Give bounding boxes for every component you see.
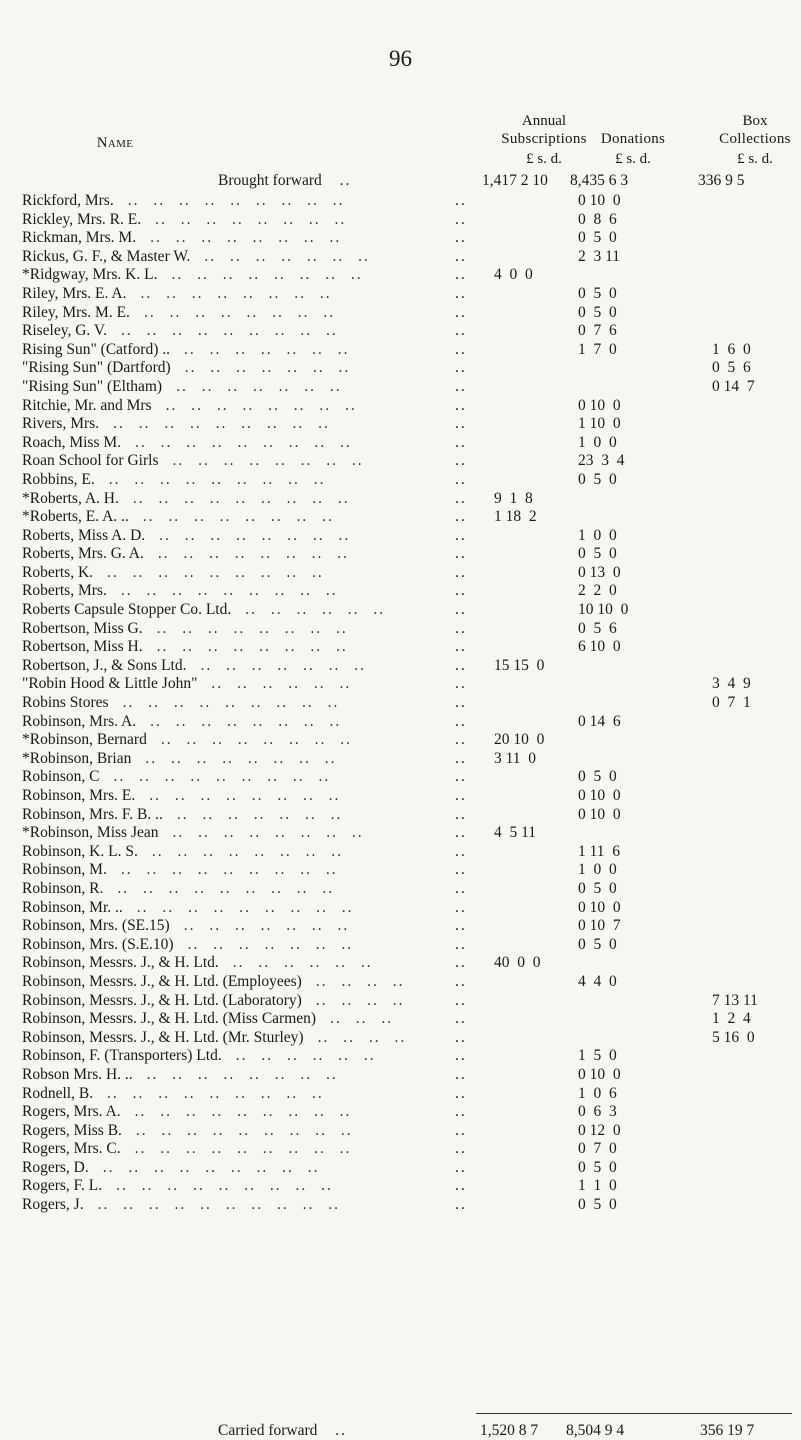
page-number: 96	[389, 46, 412, 71]
brought-forward-box: 336 9 5	[698, 172, 745, 189]
dot-leader: ..	[455, 935, 467, 953]
carried-forward-label: Carried forward ..	[218, 1422, 348, 1439]
dot-leader: ..	[455, 898, 467, 916]
dot-leader: .. .. .. .. .. .. .. ..	[171, 266, 363, 284]
dot-leader: ..	[455, 452, 467, 470]
donor-name: "Rising Sun" (Dartford)	[22, 359, 171, 377]
box-collection-amount: 1 2 4	[712, 1010, 751, 1028]
dot-leader: ..	[455, 787, 467, 804]
dot-leader: .. .. .. .. .. .. .. ..	[172, 824, 364, 842]
donor-name: Robinson, Messrs. J., & H. Ltd. (Laboratory)	[22, 991, 302, 1009]
dot-leader: ..	[455, 1158, 467, 1176]
dot-leader: .. .. .. .. .. .. ..	[176, 805, 343, 823]
donation-amount: 1 1 0	[578, 1177, 617, 1195]
dot-leader: ..	[455, 563, 467, 581]
subscription-amount: 20 10 0	[494, 731, 545, 749]
dot-leader: .. .. .. .. .. .. ..	[200, 656, 366, 674]
donor-name: Rogers, J.	[22, 1196, 84, 1214]
list-item	[0, 304, 801, 323]
dot-leader: .. .. .. .. .. .. .. .. ..	[136, 898, 354, 916]
dot-leader: ..	[455, 396, 467, 414]
donation-amount: 10 10 0	[578, 601, 629, 619]
box-collection-amount: 3 4 9	[712, 675, 751, 693]
donation-amount: 6 10 0	[578, 638, 621, 656]
donor-name: Robinson, Mrs. F. B. ..	[22, 805, 163, 823]
donation-amount: 0 7 6	[578, 322, 617, 340]
dot-leader: ..	[455, 619, 467, 637]
donation-amount: 0 10 0	[578, 898, 621, 916]
donor-name: *Roberts, E. A. ..	[22, 508, 129, 526]
dot-leader: .. .. .. .. .. .. .. .. ..	[107, 563, 324, 581]
dot-leader: ..	[455, 749, 467, 767]
dot-leader: .. .. .. .. .. .. .. ..	[151, 842, 343, 860]
dot-leader: .. .. .. ..	[315, 972, 405, 990]
totals-rule-don	[562, 1413, 694, 1414]
list-item	[0, 490, 801, 509]
list-item	[0, 1196, 801, 1215]
dot-leader: ..	[455, 284, 467, 302]
dot-leader: .. .. .. .. .. .. .. .. ..	[120, 322, 338, 340]
dot-leader: .. .. .. .. .. .. ..	[184, 359, 351, 377]
dot-leader: ..	[455, 1010, 467, 1028]
list-item	[0, 843, 801, 862]
donor-name: "Robin Hood & Little John"	[22, 675, 198, 693]
list-item	[0, 899, 801, 918]
dot-leader: .. .. .. .. .. .. .. ..	[150, 712, 342, 730]
donor-name: Rickman, Mrs. M.	[22, 229, 137, 247]
dot-leader: ..	[455, 731, 467, 749]
donor-name: Rogers, Mrs. A.	[22, 1103, 121, 1121]
list-item	[0, 434, 801, 453]
list-item	[0, 880, 801, 899]
list-item	[0, 601, 801, 620]
dot-leader: ..	[455, 1028, 467, 1046]
dot-leader: .. .. .. .. .. .. .. .. ..	[132, 489, 350, 507]
donor-name: Robinson, Mrs. (S.E.10)	[22, 935, 174, 953]
donor-name: Rogers, D.	[22, 1158, 89, 1176]
dot-leader: .. .. .. .. .. .. .. .. ..	[120, 861, 338, 879]
brought-forward-donations: 8,435 6 3	[570, 172, 629, 189]
donation-amount: 0 13 0	[578, 563, 621, 581]
donor-name: Robinson, Messrs. J., & H. Ltd. (Miss Carmen)	[22, 1010, 317, 1028]
dot-leader: ..	[455, 508, 467, 526]
dot-leader: .. .. .. .. .. .. .. .. ..	[135, 1121, 353, 1139]
donation-amount: 1 10 0	[578, 415, 621, 433]
dot-leader: ..	[455, 842, 467, 860]
dot-leader: ..	[455, 1196, 467, 1214]
donor-name: Robinson, Mrs. E.	[22, 787, 136, 804]
dot-leader: .. .. .. .. .. .. .. .. ..	[107, 1084, 324, 1102]
dot-leader: ..	[455, 712, 467, 730]
donation-amount: 0 10 7	[578, 917, 621, 935]
donor-name: *Robinson, Miss Jean	[22, 824, 159, 842]
dot-leader: .. .. .. .. .. .. .. ..	[146, 1065, 338, 1083]
dot-leader: .. .. .. .. .. .. .. .. ..	[127, 192, 345, 209]
donor-name: Roberts, Mrs. G. A.	[22, 545, 144, 563]
donor-name: Roach, Miss M.	[22, 433, 122, 451]
dot-leader: .. .. ..	[330, 1010, 394, 1028]
donation-amount: 0 5 0	[578, 284, 617, 302]
totals-rule-box	[692, 1413, 792, 1414]
donor-name: Rogers, Mrs. C.	[22, 1140, 121, 1158]
dot-leader: .. .. .. ..	[317, 1028, 407, 1046]
carried-forward-subscriptions: 1,520 8 7	[480, 1422, 539, 1439]
dot-leader: .. .. .. .. .. .. .. ..	[150, 229, 342, 247]
list-item	[0, 750, 801, 769]
list-item	[0, 675, 801, 694]
list-item	[0, 1085, 801, 1104]
list-item	[0, 713, 801, 732]
box-collection-amount: 0 7 1	[712, 694, 751, 712]
donation-amount: 0 5 0	[578, 879, 617, 897]
donation-amount: 0 5 0	[578, 545, 617, 563]
donation-amount: 1 7 0	[578, 340, 617, 358]
list-item	[0, 397, 801, 416]
donation-amount: 4 4 0	[578, 972, 617, 990]
subscription-amount: 40 0 0	[494, 954, 541, 972]
dot-leader: ..	[455, 768, 467, 786]
donor-name: *Roberts, A. H.	[22, 489, 119, 507]
dot-leader: .. .. .. .. .. .. .. .. ..	[113, 415, 330, 433]
dot-leader: ..	[455, 359, 467, 377]
list-item	[0, 341, 801, 360]
dot-leader: .. .. .. .. .. .. .. ..	[143, 303, 336, 321]
donor-name: Riley, Mrs. M. E.	[22, 303, 130, 321]
donation-amount: 0 5 0	[578, 303, 617, 321]
donor-name: "Rising Sun" (Eltham)	[22, 377, 163, 395]
donor-name: Rickley, Mrs. R. E.	[22, 210, 142, 228]
list-item	[0, 211, 801, 230]
brought-forward-subscriptions: 1,417 2 10	[482, 172, 548, 189]
dot-leader: ..	[455, 1047, 467, 1065]
donor-name: Robins Stores	[22, 694, 109, 712]
dot-leader: .. .. .. .. .. ..	[245, 601, 386, 619]
donor-name: Rivers, Mrs.	[22, 415, 100, 433]
dot-leader: ..	[455, 340, 467, 358]
box-collection-amount: 0 5 6	[712, 359, 751, 377]
donor-name: Robertson, Miss G.	[22, 619, 143, 637]
dot-leader: ..	[455, 694, 467, 712]
dot-leader: ..	[455, 601, 467, 619]
list-item	[0, 248, 801, 267]
donation-amount: 0 10 0	[578, 396, 621, 414]
dot-leader: ..	[455, 229, 467, 247]
donation-amount: 1 0 0	[578, 861, 617, 879]
dot-leader: .. .. .. .. .. ..	[232, 954, 373, 972]
dot-leader: .. .. .. .. .. .. ..	[183, 917, 350, 935]
list-item	[0, 1047, 801, 1066]
dot-leader: ..	[455, 1103, 467, 1121]
dot-leader: ..	[455, 917, 467, 935]
list-item	[0, 917, 801, 936]
dot-leader: .. .. .. .. .. .. .. ..	[142, 508, 334, 526]
donation-amount: 0 5 0	[578, 229, 617, 247]
donation-amount: 0 10 0	[578, 1065, 621, 1083]
dot-leader: .. .. .. .. .. .. .. ..	[159, 526, 351, 544]
list-item	[0, 657, 801, 676]
dot-leader: .. .. .. .. .. .. ..	[187, 935, 354, 953]
dot-leader: .. .. .. .. .. .. .. .. ..	[135, 433, 352, 451]
dot-leader: ..	[455, 247, 467, 265]
donation-amount: 1 0 0	[578, 526, 617, 544]
dot-leader: ..	[455, 192, 467, 209]
list-item	[0, 1029, 801, 1048]
donor-name: Riley, Mrs. E. A.	[22, 284, 127, 302]
donor-name: Robinson, K. L. S.	[22, 842, 138, 860]
dot-leader: ..	[455, 377, 467, 395]
list-item	[0, 266, 801, 285]
donation-amount: 0 5 0	[578, 1158, 617, 1176]
list-item	[0, 452, 801, 471]
donor-name: Robinson, C	[22, 768, 100, 786]
list-item	[0, 694, 801, 713]
dot-leader: ..	[455, 210, 467, 228]
donor-name: Rising Sun" (Catford) ..	[22, 340, 170, 358]
subscription-amount: 3 11 0	[494, 749, 537, 767]
dot-leader: .. .. .. .. .. .. .. .. ..	[108, 470, 326, 488]
list-item	[0, 936, 801, 955]
box-collection-amount: 0 14 7	[712, 377, 755, 395]
dot-leader: ..	[455, 582, 467, 600]
dot-leader: ..	[455, 972, 467, 990]
donation-amount: 1 11 6	[578, 842, 621, 860]
dot-leader: .. .. .. .. .. .. ..	[204, 247, 370, 265]
list-item	[0, 824, 801, 843]
dot-leader: .. .. .. .. .. .. .. ..	[156, 619, 348, 637]
dot-leader: .. .. .. .. .. .. ..	[176, 377, 342, 395]
box-collection-amount: 1 6 0	[712, 340, 751, 358]
list-item	[0, 1103, 801, 1122]
dot-leader: ..	[455, 470, 467, 488]
donor-name: Robinson, F. (Transporters) Ltd.	[22, 1047, 222, 1065]
dot-leader: .. .. .. ..	[315, 991, 405, 1009]
dot-leader: .. .. .. .. .. .. .. ..	[155, 210, 347, 228]
list-item	[0, 582, 801, 601]
donation-amount: 0 10 0	[578, 805, 621, 823]
brought-forward-label: Brought forward ..	[218, 172, 352, 189]
dot-leader: ..	[455, 954, 467, 972]
donor-name: *Robinson, Bernard	[22, 731, 147, 749]
donor-name: *Ridgway, Mrs. K. L.	[22, 266, 158, 284]
subscription-amount: 15 15 0	[494, 656, 545, 674]
box-collections-column-header: Box Collections £ s. d.	[719, 113, 791, 167]
donor-name: Robinson, Mr. ..	[22, 898, 123, 916]
donation-amount: 0 5 0	[578, 1196, 617, 1214]
donation-amount: 1 0 6	[578, 1084, 617, 1102]
box-collection-amount: 7 13 11	[712, 991, 758, 1009]
donor-name: Roan School for Girls	[22, 452, 159, 470]
dot-leader: ..	[455, 1065, 467, 1083]
donation-amount: 23 3 4	[578, 452, 625, 470]
donor-list	[0, 192, 801, 1215]
dot-leader: ..	[455, 824, 467, 842]
dot-leader: .. .. .. .. .. .. ..	[183, 340, 350, 358]
dot-leader: .. .. .. .. .. .. .. ..	[165, 396, 357, 414]
list-item	[0, 1122, 801, 1141]
list-item	[0, 545, 801, 564]
list-item	[0, 1066, 801, 1085]
donation-amount: 0 10 0	[578, 192, 621, 209]
list-item	[0, 806, 801, 825]
dot-leader: ..	[455, 303, 467, 321]
dot-leader: .. .. .. .. .. .. .. .. ..	[117, 879, 335, 897]
list-item	[0, 1159, 801, 1178]
donor-name: *Robinson, Brian	[22, 749, 132, 767]
list-item	[0, 620, 801, 639]
dot-leader: ..	[455, 433, 467, 451]
dot-leader: ..	[455, 322, 467, 340]
dot-leader: ..	[455, 991, 467, 1009]
donations-column-header: Donations £ s. d.	[600, 131, 666, 167]
dot-leader: .. .. .. .. .. .. .. .. ..	[116, 1177, 333, 1195]
donation-amount: 2 3 11	[578, 247, 621, 265]
dot-leader: ..	[455, 638, 467, 656]
list-item	[0, 322, 801, 341]
dot-leader: .. .. .. .. .. .. .. .. ..	[134, 1140, 352, 1158]
donor-name: Robinson, Mrs. A.	[22, 712, 137, 730]
list-item	[0, 954, 801, 973]
dot-leader: .. .. .. .. .. .. .. .. ..	[120, 582, 338, 600]
subscriptions-column-header: Annual Subscriptions £ s. d.	[501, 113, 587, 167]
dot-leader: ..	[455, 489, 467, 507]
list-item	[0, 768, 801, 787]
donation-amount: 0 14 6	[578, 712, 621, 730]
donation-amount: 0 5 0	[578, 768, 617, 786]
dot-leader: .. .. .. .. .. .. .. .. ..	[102, 1158, 320, 1176]
donor-name: Robertson, Miss H.	[22, 638, 143, 656]
donor-name: Robinson, Mrs. (SE.15)	[22, 917, 170, 935]
dot-leader: .. .. .. .. .. .. .. ..	[157, 545, 349, 563]
donation-amount: 0 10 0	[578, 787, 621, 804]
donation-amount: 1 5 0	[578, 1047, 617, 1065]
donor-name: Robinson, Messrs. J., & H. Ltd. (Mr. Sturley)	[22, 1028, 304, 1046]
donor-name: Rogers, Miss B.	[22, 1121, 122, 1139]
dot-leader: .. .. .. .. .. .. .. ..	[140, 284, 332, 302]
list-item	[0, 731, 801, 750]
donor-name: Riseley, G. V.	[22, 322, 107, 340]
list-item	[0, 564, 801, 583]
dot-leader: .. .. .. .. .. .. .. ..	[149, 787, 341, 804]
list-item	[0, 787, 801, 806]
dot-leader: ..	[455, 675, 467, 693]
dot-leader: ..	[455, 526, 467, 544]
carried-forward-box: 356 19 7	[700, 1422, 755, 1439]
list-item	[0, 508, 801, 527]
donation-amount: 0 5 0	[578, 470, 617, 488]
list-item	[0, 378, 801, 397]
list-item	[0, 1177, 801, 1196]
dot-leader: ..	[455, 415, 467, 433]
donation-amount: 0 5 0	[578, 935, 617, 953]
dot-leader: ..	[455, 545, 467, 563]
dot-leader: ..	[455, 266, 467, 284]
subscription-amount: 9 1 8	[494, 489, 533, 507]
dot-leader: .. .. .. .. .. .. .. .. ..	[134, 1103, 352, 1121]
dot-leader: .. .. .. .. .. .. .. ..	[172, 452, 364, 470]
dot-leader: .. .. .. .. .. ..	[235, 1047, 376, 1065]
donor-name: Robinson, R.	[22, 879, 104, 897]
list-item	[0, 471, 801, 490]
subscription-amount: 4 0 0	[494, 266, 533, 284]
donor-name: Rogers, F. L.	[22, 1177, 103, 1195]
donor-name: Ritchie, Mr. and Mrs	[22, 396, 152, 414]
donor-name: Rickus, G. F., & Master W.	[22, 247, 191, 265]
donor-name: Robertson, J., & Sons Ltd.	[22, 656, 187, 674]
dot-leader: .. .. .. .. .. .. .. .. ..	[122, 694, 340, 712]
list-item	[0, 973, 801, 992]
subscription-amount: 1 18 2	[494, 508, 537, 526]
dot-leader: ..	[455, 1177, 467, 1195]
carried-forward-donations: 8,504 9 4	[566, 1422, 625, 1439]
list-item	[0, 527, 801, 546]
donor-name: Robson Mrs. H. ..	[22, 1065, 133, 1083]
dot-leader: ..	[455, 1084, 467, 1102]
dot-leader: .. .. .. .. .. .. .. .. .. ..	[97, 1196, 340, 1214]
donor-name: Roberts, Mrs.	[22, 582, 107, 600]
dot-leader: ..	[455, 1140, 467, 1158]
list-item	[0, 638, 801, 657]
donation-amount: 0 7 0	[578, 1140, 617, 1158]
donor-name: Rodnell, B.	[22, 1084, 94, 1102]
dot-leader: .. .. .. .. .. .. .. ..	[160, 731, 352, 749]
dot-leader: .. .. .. .. .. .. .. ..	[145, 749, 337, 767]
list-item	[0, 359, 801, 378]
list-item	[0, 285, 801, 304]
dot-leader: ..	[455, 879, 467, 897]
list-item	[0, 992, 801, 1011]
list-item	[0, 192, 801, 211]
donor-name: Rickford, Mrs.	[22, 192, 114, 209]
box-collection-amount: 5 16 0	[712, 1028, 755, 1046]
list-item	[0, 861, 801, 880]
list-item	[0, 1140, 801, 1159]
donor-name: Roberts, K.	[22, 563, 94, 581]
list-item	[0, 415, 801, 434]
donor-name: Robinson, Messrs. J., & H. Ltd.	[22, 954, 219, 972]
donation-amount: 0 12 0	[578, 1121, 621, 1139]
donor-name: Robbins, E.	[22, 470, 95, 488]
donor-name: Roberts, Miss A. D.	[22, 526, 146, 544]
dot-leader: ..	[455, 1121, 467, 1139]
donation-amount: 2 2 0	[578, 582, 617, 600]
list-item	[0, 1010, 801, 1029]
donor-name: Robinson, Messrs. J., & H. Ltd. (Employees)	[22, 972, 302, 990]
donor-name: Roberts Capsule Stopper Co. Ltd.	[22, 601, 232, 619]
dot-leader: .. .. .. .. .. ..	[211, 675, 352, 693]
donation-amount: 0 6 3	[578, 1103, 617, 1121]
dot-leader: ..	[455, 805, 467, 823]
donor-name: Robinson, M.	[22, 861, 107, 879]
dot-leader: .. .. .. .. .. .. .. ..	[156, 638, 348, 656]
donation-amount: 0 8 6	[578, 210, 617, 228]
donation-amount: 1 0 0	[578, 433, 617, 451]
list-item	[0, 229, 801, 248]
dot-leader: ..	[455, 861, 467, 879]
dot-leader: ..	[455, 656, 467, 674]
subscription-amount: 4 5 11	[494, 824, 537, 842]
name-column-header: Name	[96, 135, 134, 151]
donation-amount: 0 5 6	[578, 619, 617, 637]
dot-leader: .. .. .. .. .. .. .. .. ..	[113, 768, 331, 786]
